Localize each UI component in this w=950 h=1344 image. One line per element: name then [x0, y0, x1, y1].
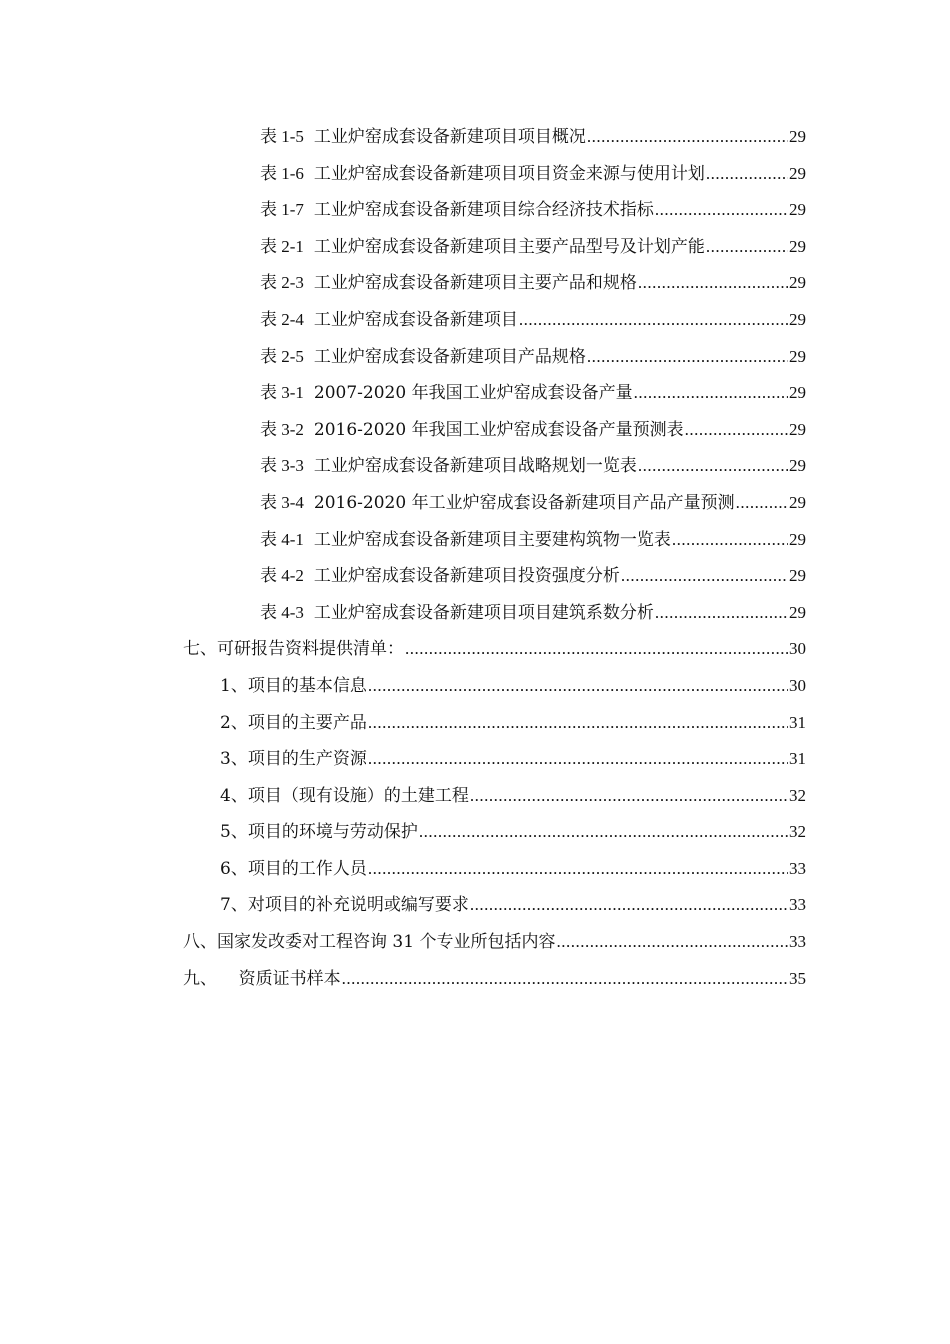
toc-subsection-entry[interactable]	[220, 814, 806, 851]
page-number: 30	[789, 675, 806, 695]
leader-dots	[470, 887, 788, 924]
section-title: 八、国家发改委对工程咨询 31 个专业所包括内容	[183, 932, 556, 953]
toc-table-entry[interactable]	[260, 229, 806, 266]
subsection-title: 5、项目的环境与劳动保护	[220, 822, 418, 843]
toc-table-entry[interactable]	[260, 595, 806, 632]
page-number: 29	[789, 419, 806, 439]
toc-section-9[interactable]	[183, 961, 806, 998]
table-number: 表 2-4	[260, 309, 304, 329]
leader-dots	[634, 375, 788, 412]
table-title: 工业炉窑成套设备新建项目投资强度分析	[313, 566, 620, 587]
table-title: 工业炉窑成套设备新建项目主要建构筑物一览表	[313, 529, 671, 550]
toc-table-entry[interactable]	[260, 485, 806, 522]
leader-dots	[587, 119, 788, 156]
toc-table-entry[interactable]	[260, 265, 806, 302]
leader-dots	[655, 192, 788, 229]
page-number: 29	[789, 529, 806, 549]
table-number: 表 3-3	[260, 456, 304, 476]
table-title: 工业炉窑成套设备新建项目综合经济技术指标	[313, 200, 654, 221]
table-title: 工业炉窑成套设备新建项目主要产品型号及计划产能	[313, 236, 705, 257]
leader-dots	[706, 156, 788, 193]
toc-table-entry[interactable]	[260, 119, 806, 156]
table-number: 表 2-1	[260, 236, 304, 256]
page-number: 29	[789, 383, 806, 403]
table-title: 工业炉窑成套设备新建项目项目建筑系数分析	[313, 602, 654, 623]
page-number: 29	[789, 163, 806, 183]
table-title: 工业炉窑成套设备新建项目产品规格	[313, 346, 586, 367]
table-number: 表 3-2	[260, 419, 304, 439]
page-number: 31	[789, 712, 806, 732]
leader-dots	[621, 558, 788, 595]
table-number: 表 3-1	[260, 383, 304, 403]
leader-dots	[672, 522, 788, 559]
page-number: 30	[789, 639, 806, 659]
toc-table-entry[interactable]	[260, 302, 806, 339]
table-number: 表 3-4	[260, 492, 304, 512]
subsection-title: 4、项目（现有设施）的土建工程	[220, 785, 469, 806]
leader-dots	[405, 631, 788, 668]
leader-dots	[368, 705, 788, 742]
page-number: 32	[789, 822, 806, 842]
leader-dots	[655, 595, 788, 632]
leader-dots	[587, 339, 788, 376]
table-number: 表 2-3	[260, 273, 304, 293]
leader-dots	[470, 778, 788, 815]
subsection-title: 6、项目的工作人员	[220, 858, 367, 879]
toc-table-entry[interactable]	[260, 448, 806, 485]
page-number: 33	[789, 895, 806, 915]
toc-subsection-entry[interactable]	[220, 778, 806, 815]
leader-dots	[368, 741, 788, 778]
table-number: 表 2-5	[260, 346, 304, 366]
table-number: 表 4-1	[260, 529, 304, 549]
page-number: 29	[789, 273, 806, 293]
table-number: 表 1-6	[260, 163, 304, 183]
leader-dots	[419, 814, 788, 851]
leader-dots	[342, 961, 788, 998]
page-number: 29	[789, 200, 806, 220]
table-number: 表 4-3	[260, 602, 304, 622]
leader-dots	[519, 302, 788, 339]
table-title: 2007-2020 年我国工业炉窑成套设备产量	[313, 383, 633, 404]
subsection-title: 3、项目的生产资源	[220, 749, 367, 770]
table-title: 工业炉窑成套设备新建项目项目概况	[313, 127, 586, 147]
page-number: 33	[789, 932, 806, 952]
table-title: 2016-2020 年工业炉窑成套设备新建项目产品产量预测	[313, 492, 735, 513]
toc-subsection-entry[interactable]	[220, 741, 806, 778]
table-title: 工业炉窑成套设备新建项目主要产品和规格	[313, 273, 637, 294]
table-title: 工业炉窑成套设备新建项目项目资金来源与使用计划	[313, 163, 705, 184]
toc-subsection-entry[interactable]	[220, 887, 806, 924]
page-number: 29	[789, 236, 806, 256]
leader-dots	[368, 668, 788, 705]
toc-section-8[interactable]	[183, 924, 806, 961]
toc-subsection-entry[interactable]	[220, 668, 806, 705]
page-number: 29	[789, 492, 806, 512]
section-title: 九、 资质证书样本	[183, 968, 341, 989]
page-number: 33	[789, 858, 806, 878]
table-number: 表 1-5	[260, 127, 304, 146]
toc-subsection-entry[interactable]	[220, 851, 806, 888]
leader-dots	[368, 851, 788, 888]
leader-dots	[685, 412, 788, 449]
leader-dots	[706, 229, 788, 266]
page-number: 32	[789, 785, 806, 805]
leader-dots	[736, 485, 788, 522]
page-number: 35	[789, 968, 806, 988]
table-title: 2016-2020 年我国工业炉窑成套设备产量预测表	[313, 419, 684, 440]
subsection-title: 2、项目的主要产品	[220, 712, 367, 733]
leader-dots	[638, 448, 788, 485]
page-number: 29	[789, 309, 806, 329]
toc-table-entry[interactable]	[260, 339, 806, 376]
toc-table-entry[interactable]	[260, 192, 806, 229]
toc-subsection-entry[interactable]	[220, 705, 806, 742]
table-title: 工业炉窑成套设备新建项目战略规划一览表	[313, 456, 637, 477]
section-title: 七、可研报告资料提供清单：	[183, 639, 404, 660]
page-number: 29	[789, 127, 806, 146]
toc-table-entry[interactable]	[260, 375, 806, 412]
page-number: 29	[789, 566, 806, 586]
leader-dots	[556, 924, 788, 961]
toc-table-entry[interactable]	[260, 156, 806, 193]
toc-table-entry[interactable]	[260, 522, 806, 559]
table-of-contents	[0, 119, 950, 997]
table-number: 表 4-2	[260, 566, 304, 586]
table-title: 工业炉窑成套设备新建项目	[313, 309, 518, 330]
table-number: 表 1-7	[260, 200, 304, 220]
toc-table-entry[interactable]	[260, 412, 806, 449]
page-number: 29	[789, 346, 806, 366]
toc-table-entry[interactable]	[260, 558, 806, 595]
toc-section-7[interactable]	[183, 631, 806, 668]
subsection-title: 1、项目的基本信息	[220, 675, 367, 696]
subsection-title: 7、对项目的补充说明或编写要求	[220, 895, 469, 916]
page-number: 31	[789, 749, 806, 769]
page-number: 29	[789, 602, 806, 622]
page-number: 29	[789, 456, 806, 476]
leader-dots	[638, 265, 788, 302]
